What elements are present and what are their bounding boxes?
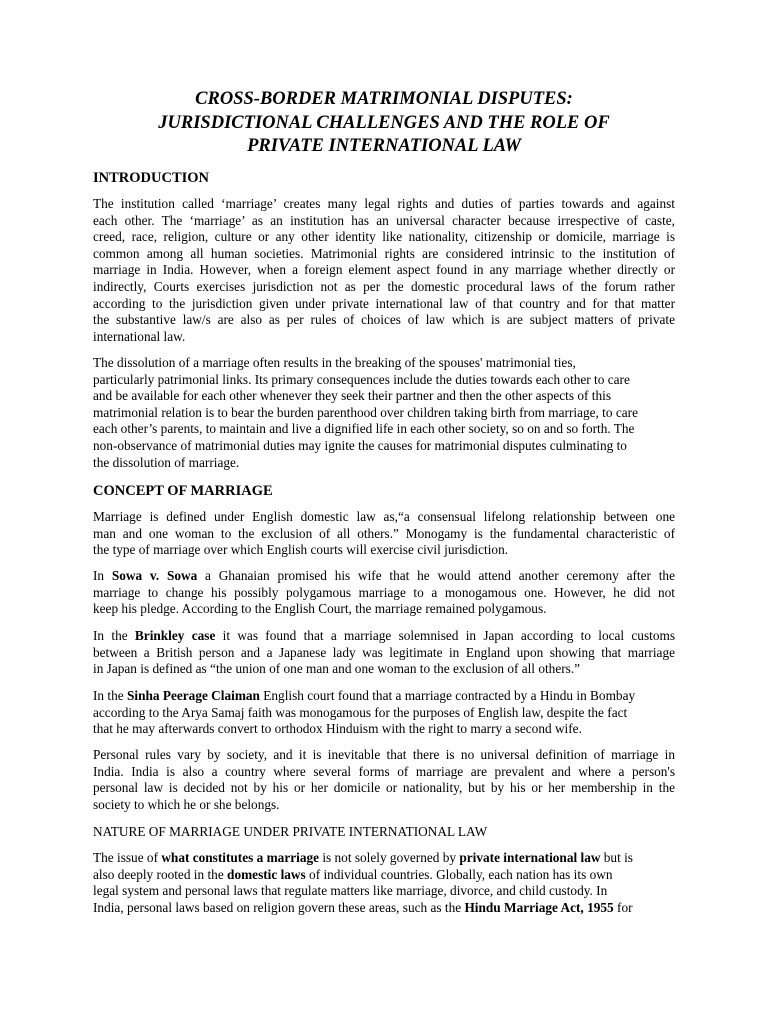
text-line: the dissolution of marriage.	[93, 454, 240, 470]
text-line: man and one woman to the exclusion of all others.” Monogamy is the fundamental characteristic of	[93, 525, 675, 541]
text-line	[93, 568, 675, 585]
title-line-1: CROSS-BORDER MATRIMONIAL DISPUTES:	[195, 89, 573, 109]
bold-phrase: Hindu Marriage Act, 1955	[464, 899, 614, 915]
text-line: according to the Arya Samaj faith was monogamous for the purposes of English law, despite the fact	[93, 704, 628, 720]
text-fragment: of individual countries. Globally, each nation has its own	[305, 866, 613, 882]
text-line: India. India is also a country where several forms of marriage are prevalent and where a person's	[93, 763, 675, 779]
title-line-2: JURISDICTIONAL CHALLENGES AND THE ROLE OF	[158, 112, 610, 133]
text-line: according to the jurisdiction given under private international law of that country and for that matter	[93, 295, 675, 311]
text-fragment: for	[613, 899, 633, 915]
text-line: The institution called ‘marriage’ creates many legal rights and duties of parties towards and against	[93, 196, 675, 211]
concept-paragraph	[93, 509, 675, 559]
text-line: common among all human societies. Matrimonial rights are considered intrinsic to the institution of	[93, 245, 675, 261]
heading-concept-of-marriage: CONCEPT OF MARRIAGE	[93, 483, 273, 499]
text-line: non-observance of matrimonial duties may ignite the causes for matrimonial disputes culminating to	[93, 437, 627, 453]
text-line: international law.	[93, 328, 186, 344]
intro-paragraph-2	[93, 355, 675, 471]
text-line: keep his pledge. According to the English Court, the marriage remained polygamous.	[93, 601, 547, 617]
text-line: creed, race, religion, culture or any other identity like nationality, citizenship or domicile, marriage is	[93, 229, 675, 245]
text-line	[93, 850, 675, 867]
case-name-sinha: Sinha Peerage Claiman	[126, 688, 260, 703]
text-line	[93, 628, 675, 645]
text-line	[93, 900, 675, 917]
personal-rules-paragraph	[93, 747, 675, 813]
text-line: Personal rules vary by society, and it is inevitable that there is no universal definition of marriage in	[93, 747, 675, 762]
text-line: Marriage is defined under English domestic law as,“a consensual lifelong relationship between one	[93, 509, 675, 524]
text-line: each other. The ‘marriage’ as an institution has an universal character because irrespective of caste,	[93, 212, 675, 228]
text-line	[93, 688, 675, 705]
sowa-paragraph	[93, 568, 675, 618]
text-fragment: is not solely governed by	[319, 850, 460, 865]
text-line: that he may afterwards convert to orthodox Hinduism with the right to marry a second wife.	[93, 721, 582, 737]
document-title	[93, 88, 675, 159]
bold-phrase: what constitutes a marriage	[161, 850, 320, 865]
bold-phrase: private international law	[459, 850, 601, 865]
text-fragment: The issue of	[93, 850, 162, 865]
text-fragment: a Ghanaian promised his wife that he would attend another ceremony after the	[197, 568, 675, 583]
text-line: the substantive law/s are also as per rules of choices of law which is are subject matters of private	[93, 312, 675, 328]
heading-nature-of-marriage: NATURE OF MARRIAGE UNDER PRIVATE INTERNATIONAL LAW	[93, 824, 488, 839]
text-line: society to which he or she belongs.	[93, 796, 280, 812]
sinha-paragraph	[93, 688, 675, 738]
text-fragment: In	[93, 568, 112, 583]
title-line-3: PRIVATE INTERNATIONAL LAW	[247, 136, 521, 156]
text-line: legal system and personal laws that regulate matters like marriage, divorce, and child custody. In	[93, 883, 608, 899]
bold-phrase: domestic laws	[227, 866, 306, 882]
text-line: marriage to change his possibly polygamous marriage to a monogamous one. However, he did not	[93, 584, 675, 600]
text-line: marriage in India. However, when a foreign element aspect found in any marriage whether directly or	[93, 262, 675, 278]
text-line: between a British person and a Japanese lady was legitimate in England upon showing that marriage	[93, 644, 675, 660]
text-line: in Japan is defined as “the union of one man and one woman to the exclusion of all others.”	[93, 661, 581, 677]
text-fragment: In the	[93, 628, 135, 643]
case-name-sowa: Sowa v. Sowa	[111, 568, 198, 583]
text-fragment: also deeply rooted in the	[93, 866, 228, 882]
text-fragment: India, personal laws based on religion govern these areas, such as the	[93, 899, 465, 915]
text-fragment: English court found that a marriage contracted by a Hindu in Bombay	[259, 688, 636, 703]
heading-introduction: INTRODUCTION	[93, 170, 210, 186]
text-line: The dissolution of a marriage often results in the breaking of the spouses' matrimonial ties,	[93, 355, 576, 370]
brinkley-paragraph	[93, 628, 675, 678]
issue-paragraph	[93, 850, 675, 916]
text-line: indirectly, Courts exercises jurisdiction not as per the domestic procedural laws of the forum rather	[93, 278, 675, 294]
text-line: each other’s parents, to maintain and live a dignified life in each other society, so on and so forth. The	[93, 421, 635, 437]
text-line	[93, 867, 675, 884]
text-fragment: but is	[600, 850, 633, 865]
text-fragment: In the	[93, 688, 127, 703]
text-fragment: it was found that a marriage solemnised in Japan according to local customs	[215, 628, 675, 643]
intro-paragraph-1	[93, 196, 675, 345]
case-name-brinkley: Brinkley case	[134, 628, 216, 643]
text-line: personal law is decided not by his or her domicile or nationality, but by his or her membership in the	[93, 780, 675, 796]
text-line: particularly patrimonial links. Its primary consequences include the duties towards each other to care	[93, 371, 630, 387]
text-line: the type of marriage over which English courts will exercise civil jurisdiction.	[93, 542, 509, 558]
text-line: matrimonial relation is to bear the burden parenthood over children taking birth from marriage, to care	[93, 404, 638, 420]
text-line: and be available for each other whenever they seek their partner and then the other aspects of this	[93, 388, 611, 404]
